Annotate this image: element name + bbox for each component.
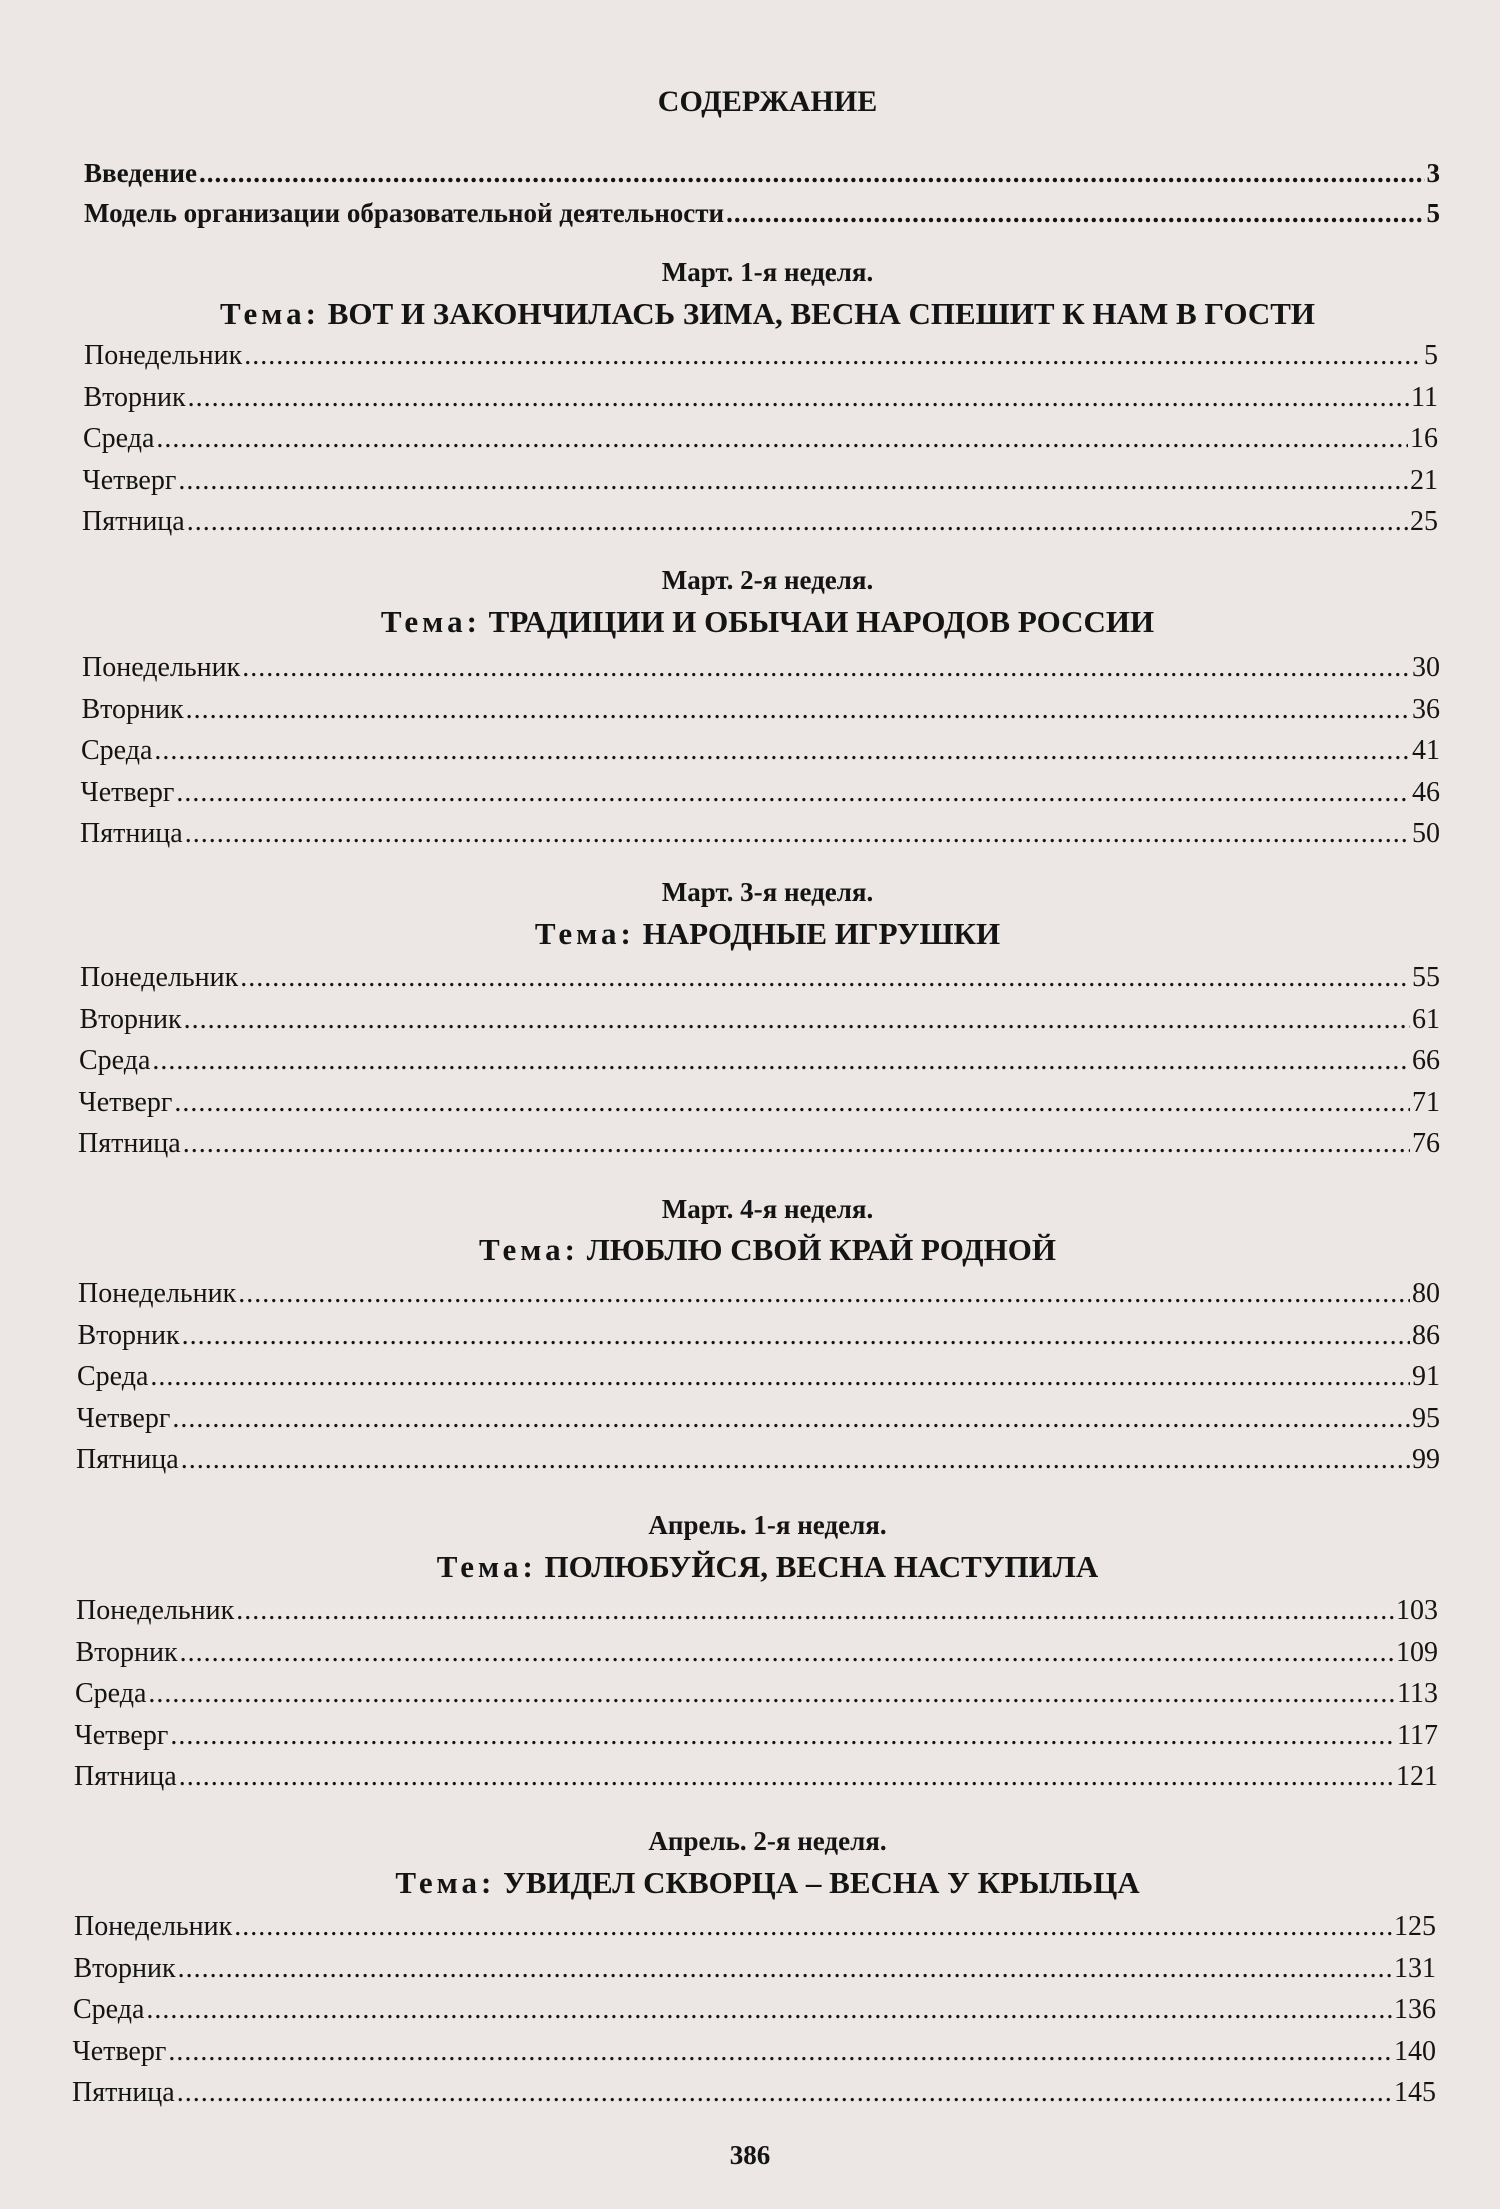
week-heading: Апрель. 2-я неделя. xyxy=(648,1826,887,1856)
dot-leader xyxy=(179,1761,1394,1793)
dot-leader xyxy=(150,1361,1410,1393)
toc-page-number: 50 xyxy=(1412,818,1440,849)
toc-row xyxy=(78,1320,1441,1358)
toc-row xyxy=(81,777,1441,815)
toc-row xyxy=(83,465,1439,503)
toc-row xyxy=(80,962,1440,1000)
toc-entry-label: Четверг xyxy=(72,2035,167,2067)
dot-leader xyxy=(146,1994,1392,2026)
dot-leader xyxy=(156,423,1408,455)
week-heading: Апрель. 1-я неделя. xyxy=(648,1510,887,1540)
toc-entry-label: Понедельник xyxy=(78,1278,237,1309)
toc-page-number: 55 xyxy=(1412,962,1440,993)
toc-page-number: 117 xyxy=(1397,1719,1438,1751)
week-heading: Март. 3-я неделя. xyxy=(661,877,874,907)
theme-heading xyxy=(0,914,1500,954)
theme-title: ЛЮБЛЮ СВОЙ КРАЙ РОДНОЙ xyxy=(586,1232,1056,1267)
dot-leader xyxy=(182,1320,1410,1352)
toc-page-number: 91 xyxy=(1412,1361,1440,1392)
theme-prefix: Тема: xyxy=(436,1549,537,1584)
page-number: 386 xyxy=(729,2140,771,2170)
toc-row xyxy=(78,1278,1440,1316)
toc-page-number: 131 xyxy=(1394,1952,1436,1984)
toc-entry-label: Пятница xyxy=(80,818,183,849)
theme-prefix: Тема: xyxy=(395,1865,496,1900)
toc-page-number: 136 xyxy=(1394,1994,1436,2025)
theme-prefix: Тема: xyxy=(479,1232,579,1267)
dot-leader xyxy=(726,198,1424,229)
dot-leader xyxy=(187,506,1408,538)
toc-entry-label: Среда xyxy=(81,735,153,766)
toc-entry-label: Введение xyxy=(84,158,197,188)
dot-leader xyxy=(244,340,1422,372)
toc-entry-label: Пятница xyxy=(74,1761,177,1792)
theme-heading xyxy=(0,294,1500,334)
dot-leader xyxy=(168,2036,1392,2068)
toc-page-number: 121 xyxy=(1396,1761,1438,1792)
theme-heading xyxy=(0,602,1500,642)
toc-row xyxy=(73,1994,1436,2032)
toc-entry-label: Пятница xyxy=(78,1128,181,1159)
toc-page-number: 16 xyxy=(1410,423,1438,454)
dot-leader xyxy=(238,1278,1410,1310)
dot-leader xyxy=(178,1953,1392,1985)
toc-page-number: 46 xyxy=(1412,776,1440,808)
theme-heading xyxy=(0,1547,1500,1587)
page-title: СОДЕРЖАНИЕ xyxy=(657,85,878,118)
toc-entry-label: Понедельник xyxy=(82,652,241,683)
dot-leader xyxy=(152,1045,1410,1077)
dot-leader xyxy=(154,735,1410,767)
week-heading: Март. 1-я неделя. xyxy=(661,257,874,287)
toc-page-number: 109 xyxy=(1396,1636,1438,1668)
toc-entry-label: Четверг xyxy=(82,464,177,496)
toc-row xyxy=(74,1953,1437,1991)
week-heading: Март. 2-я неделя. xyxy=(661,565,874,595)
toc-page-number: 145 xyxy=(1394,2077,1436,2108)
toc-row xyxy=(81,735,1440,773)
dot-leader xyxy=(148,1678,1395,1710)
toc-entry-label: Четверг xyxy=(78,1086,173,1118)
toc-entry-label: Среда xyxy=(79,1045,151,1076)
toc-page-number: 11 xyxy=(1411,381,1438,413)
dot-leader xyxy=(176,777,1410,809)
dot-leader xyxy=(236,1595,1394,1627)
toc-entry-label: Вторник xyxy=(73,1952,176,1984)
theme-heading xyxy=(0,1863,1500,1903)
toc-entry-label: Понедельник xyxy=(84,340,243,371)
toc-row xyxy=(76,1595,1438,1633)
toc-row xyxy=(73,2036,1437,2074)
toc-entry-label: Среда xyxy=(75,1678,147,1709)
toc-page-number: 125 xyxy=(1394,1911,1436,1942)
toc-row xyxy=(75,1720,1439,1758)
toc-entry-label: Вторник xyxy=(77,1319,180,1351)
toc-row xyxy=(76,1444,1440,1482)
toc-page-number: 61 xyxy=(1412,1003,1440,1035)
theme-title: ВОТ И ЗАКОНЧИЛАСЬ ЗИМА, ВЕСНА СПЕШИТ К НАМ В ГОСТИ xyxy=(327,296,1316,331)
toc-page-number: 86 xyxy=(1412,1319,1440,1351)
theme-heading xyxy=(0,1230,1500,1270)
toc-page-number: 113 xyxy=(1397,1678,1438,1709)
toc-page-number: 36 xyxy=(1412,693,1440,725)
toc-entry-label: Понедельник xyxy=(80,962,239,993)
toc-page-number: 3 xyxy=(1426,158,1440,188)
dot-leader xyxy=(177,2077,1392,2109)
toc-row xyxy=(74,1911,1436,1949)
toc-page-number: 76 xyxy=(1412,1128,1440,1159)
toc-entry-label: Среда xyxy=(83,423,155,454)
toc-row xyxy=(74,1761,1438,1799)
theme-prefix: Тема: xyxy=(534,916,635,951)
dot-leader xyxy=(184,1004,1410,1036)
toc-row xyxy=(77,1403,1441,1441)
toc-row xyxy=(75,1678,1438,1716)
toc-row xyxy=(79,1087,1441,1125)
toc-entry-label: Понедельник xyxy=(74,1911,233,1942)
toc-row xyxy=(80,818,1440,856)
toc-page-number: 5 xyxy=(1426,198,1440,228)
toc-row xyxy=(82,652,1440,690)
dot-leader xyxy=(185,818,1410,850)
toc-intro-row xyxy=(84,158,1440,194)
dot-leader xyxy=(183,1128,1410,1160)
toc-row xyxy=(77,1361,1440,1399)
dot-leader xyxy=(186,694,1410,726)
toc-entry-label: Вторник xyxy=(81,693,184,725)
toc-row xyxy=(83,423,1438,461)
week-heading: Март. 4-я неделя. xyxy=(661,1194,874,1224)
toc-entry-label: Среда xyxy=(77,1361,149,1392)
toc-row xyxy=(84,382,1439,420)
toc-row xyxy=(84,340,1438,378)
dot-leader xyxy=(199,158,1425,189)
toc-entry-label: Вторник xyxy=(83,381,186,413)
dot-leader xyxy=(180,1637,1394,1669)
toc-entry-label: Среда xyxy=(73,1994,145,2025)
toc-entry-label: Вторник xyxy=(75,1636,178,1668)
toc-row xyxy=(80,1004,1441,1042)
toc-page-number: 71 xyxy=(1412,1086,1440,1118)
toc-entry-label: Четверг xyxy=(74,1719,169,1751)
dot-leader xyxy=(234,1911,1392,1943)
dot-leader xyxy=(240,962,1410,994)
toc-page-number: 99 xyxy=(1412,1444,1440,1475)
dot-leader xyxy=(178,465,1408,497)
toc-entry-label: Пятница xyxy=(72,2077,175,2108)
theme-title: УВИДЕЛ СКВОРЦА – ВЕСНА У КРЫЛЬЦА xyxy=(503,1865,1140,1900)
toc-row xyxy=(72,2077,1436,2115)
toc-entry-label: Четверг xyxy=(76,1402,171,1434)
dot-leader xyxy=(181,1444,1410,1476)
toc-page-number: 80 xyxy=(1412,1278,1440,1309)
toc-row xyxy=(82,506,1438,544)
toc-row xyxy=(82,694,1441,732)
toc-row xyxy=(79,1045,1440,1083)
dot-leader xyxy=(172,1403,1410,1435)
toc-entry-label: Пятница xyxy=(76,1444,179,1475)
toc-page-number: 30 xyxy=(1412,652,1440,683)
toc-page-number: 103 xyxy=(1396,1595,1438,1626)
toc-entry-label: Четверг xyxy=(80,776,175,808)
toc-page-number: 95 xyxy=(1412,1402,1440,1434)
toc-entry-label: Модель организации образовательной деятельности xyxy=(84,198,725,228)
toc-page-number: 41 xyxy=(1412,735,1440,766)
theme-prefix: Тема: xyxy=(219,296,320,331)
dot-leader xyxy=(174,1087,1410,1119)
dot-leader xyxy=(188,382,1409,414)
toc-entry-label: Вторник xyxy=(79,1003,182,1035)
dot-leader xyxy=(170,1720,1395,1752)
theme-prefix: Тема: xyxy=(380,604,481,639)
toc-page-number: 21 xyxy=(1410,464,1438,496)
toc-page-number: 66 xyxy=(1412,1045,1440,1076)
toc-entry-label: Пятница xyxy=(82,506,185,537)
toc-entry-label: Понедельник xyxy=(76,1595,235,1626)
toc-page-number: 25 xyxy=(1410,506,1438,537)
theme-title: НАРОДНЫЕ ИГРУШКИ xyxy=(642,916,1001,951)
dot-leader xyxy=(242,652,1410,684)
toc-page-number: 140 xyxy=(1394,2035,1436,2067)
theme-title: ТРАДИЦИИ И ОБЫЧАИ НАРОДОВ РОССИИ xyxy=(488,604,1155,639)
toc-row xyxy=(76,1637,1439,1675)
toc-row xyxy=(78,1128,1440,1166)
toc-intro-row xyxy=(84,198,1440,234)
toc-page-number: 5 xyxy=(1424,340,1438,371)
theme-title: ПОЛЮБУЙСЯ, ВЕСНА НАСТУПИЛА xyxy=(544,1549,1099,1584)
